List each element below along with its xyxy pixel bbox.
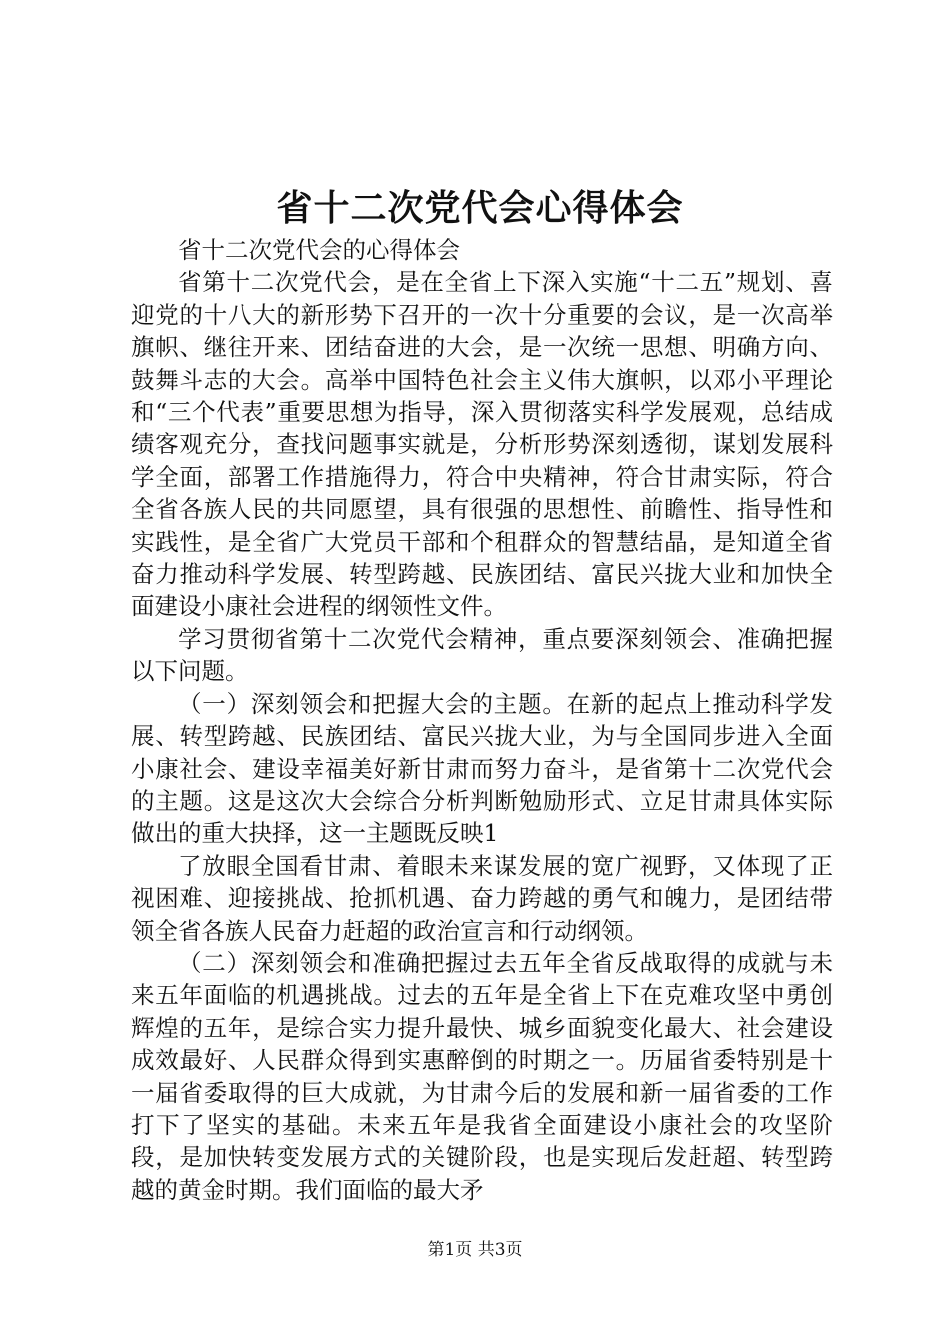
- paragraph-section-1-continued: 了放眼全国看甘肃、着眼未来谋发展的宽广视野，又体现了正视困难、迎接挑战、抢抓机遇、奋力跨越的勇气和魄力，是团结带领全省各族人民奋力赶超的政治宣言和行动纲领。: [131, 851, 833, 945]
- paragraph-section-2: （二）深刻领会和准确把握过去五年全省反战取得的成就与未来五年面临的机遇挑战。过去的五年是全省上下在克难攻坚中勇创辉煌的五年，是综合实力提升最快、城乡面貌变化最大、社会建设成效最好、人民群众得到实惠醉倒的时期之一。历届省委特别是十一届省委取得的巨大成就，为甘肃今后的发展和新一届省委的工作打下了坚实的基础。未来五年是我省全面建设小康社会的攻坚阶段，是加快转变发展方式的关键阶段，也是实现后发赶超、转型跨越的黄金时期。我们面临的最大矛: [131, 948, 833, 1204]
- paragraph-study: 学习贯彻省第十二次党代会精神，重点要深刻领会、准确把握以下问题。: [131, 624, 833, 686]
- page-number-footer: 第1页 共3页: [427, 1240, 523, 1260]
- paragraph-section-1: （一）深刻领会和把握大会的主题。在新的起点上推动科学发展、转型跨越、民族团结、富民兴拢大业，为与全国同步进入全面小康社会、建设幸福美好新甘肃而努力奋斗，是省第十二次党代会的主题。这是这次大会综合分析判断勉励形式、立足甘肃具体实际做出的重大抉择，这一主题既反映1: [131, 689, 833, 848]
- document-title: 省十二次党代会心得体会: [276, 187, 684, 229]
- paragraph-subtitle: 省十二次党代会的心得体会: [178, 236, 460, 264]
- document-body: [131, 234, 833, 1206]
- paragraph-intro: 省第十二次党代会，是在全省上下深入实施“十二五”规划、喜迎党的十八大的新形势下召开的一次十分重要的会议，是一次高举旗帜、继往开来、团结奋进的大会，是一次统一思想、明确方向、鼓舞斗志的大会。高举中国特色社会主义伟大旗帜，以邓小平理论和“三个代表”重要思想为指导，深入贯彻落实科学发展观，总结成绩客观充分，查找问题事实就是，分析形势深刻透彻，谋划发展科学全面，部署工作措施得力，符合中央精神，符合甘肃实际，符合全省各族人民的共同愿望，具有很强的思想性、前瞻性、指导性和实践性，是全省广大党员干部和个租群众的智慧结晶，是知道全省奋力推动科学发展、转型跨越、民族团结、富民兴拢大业和加快全面建设小康社会进程的纲领性文件。: [131, 268, 833, 621]
